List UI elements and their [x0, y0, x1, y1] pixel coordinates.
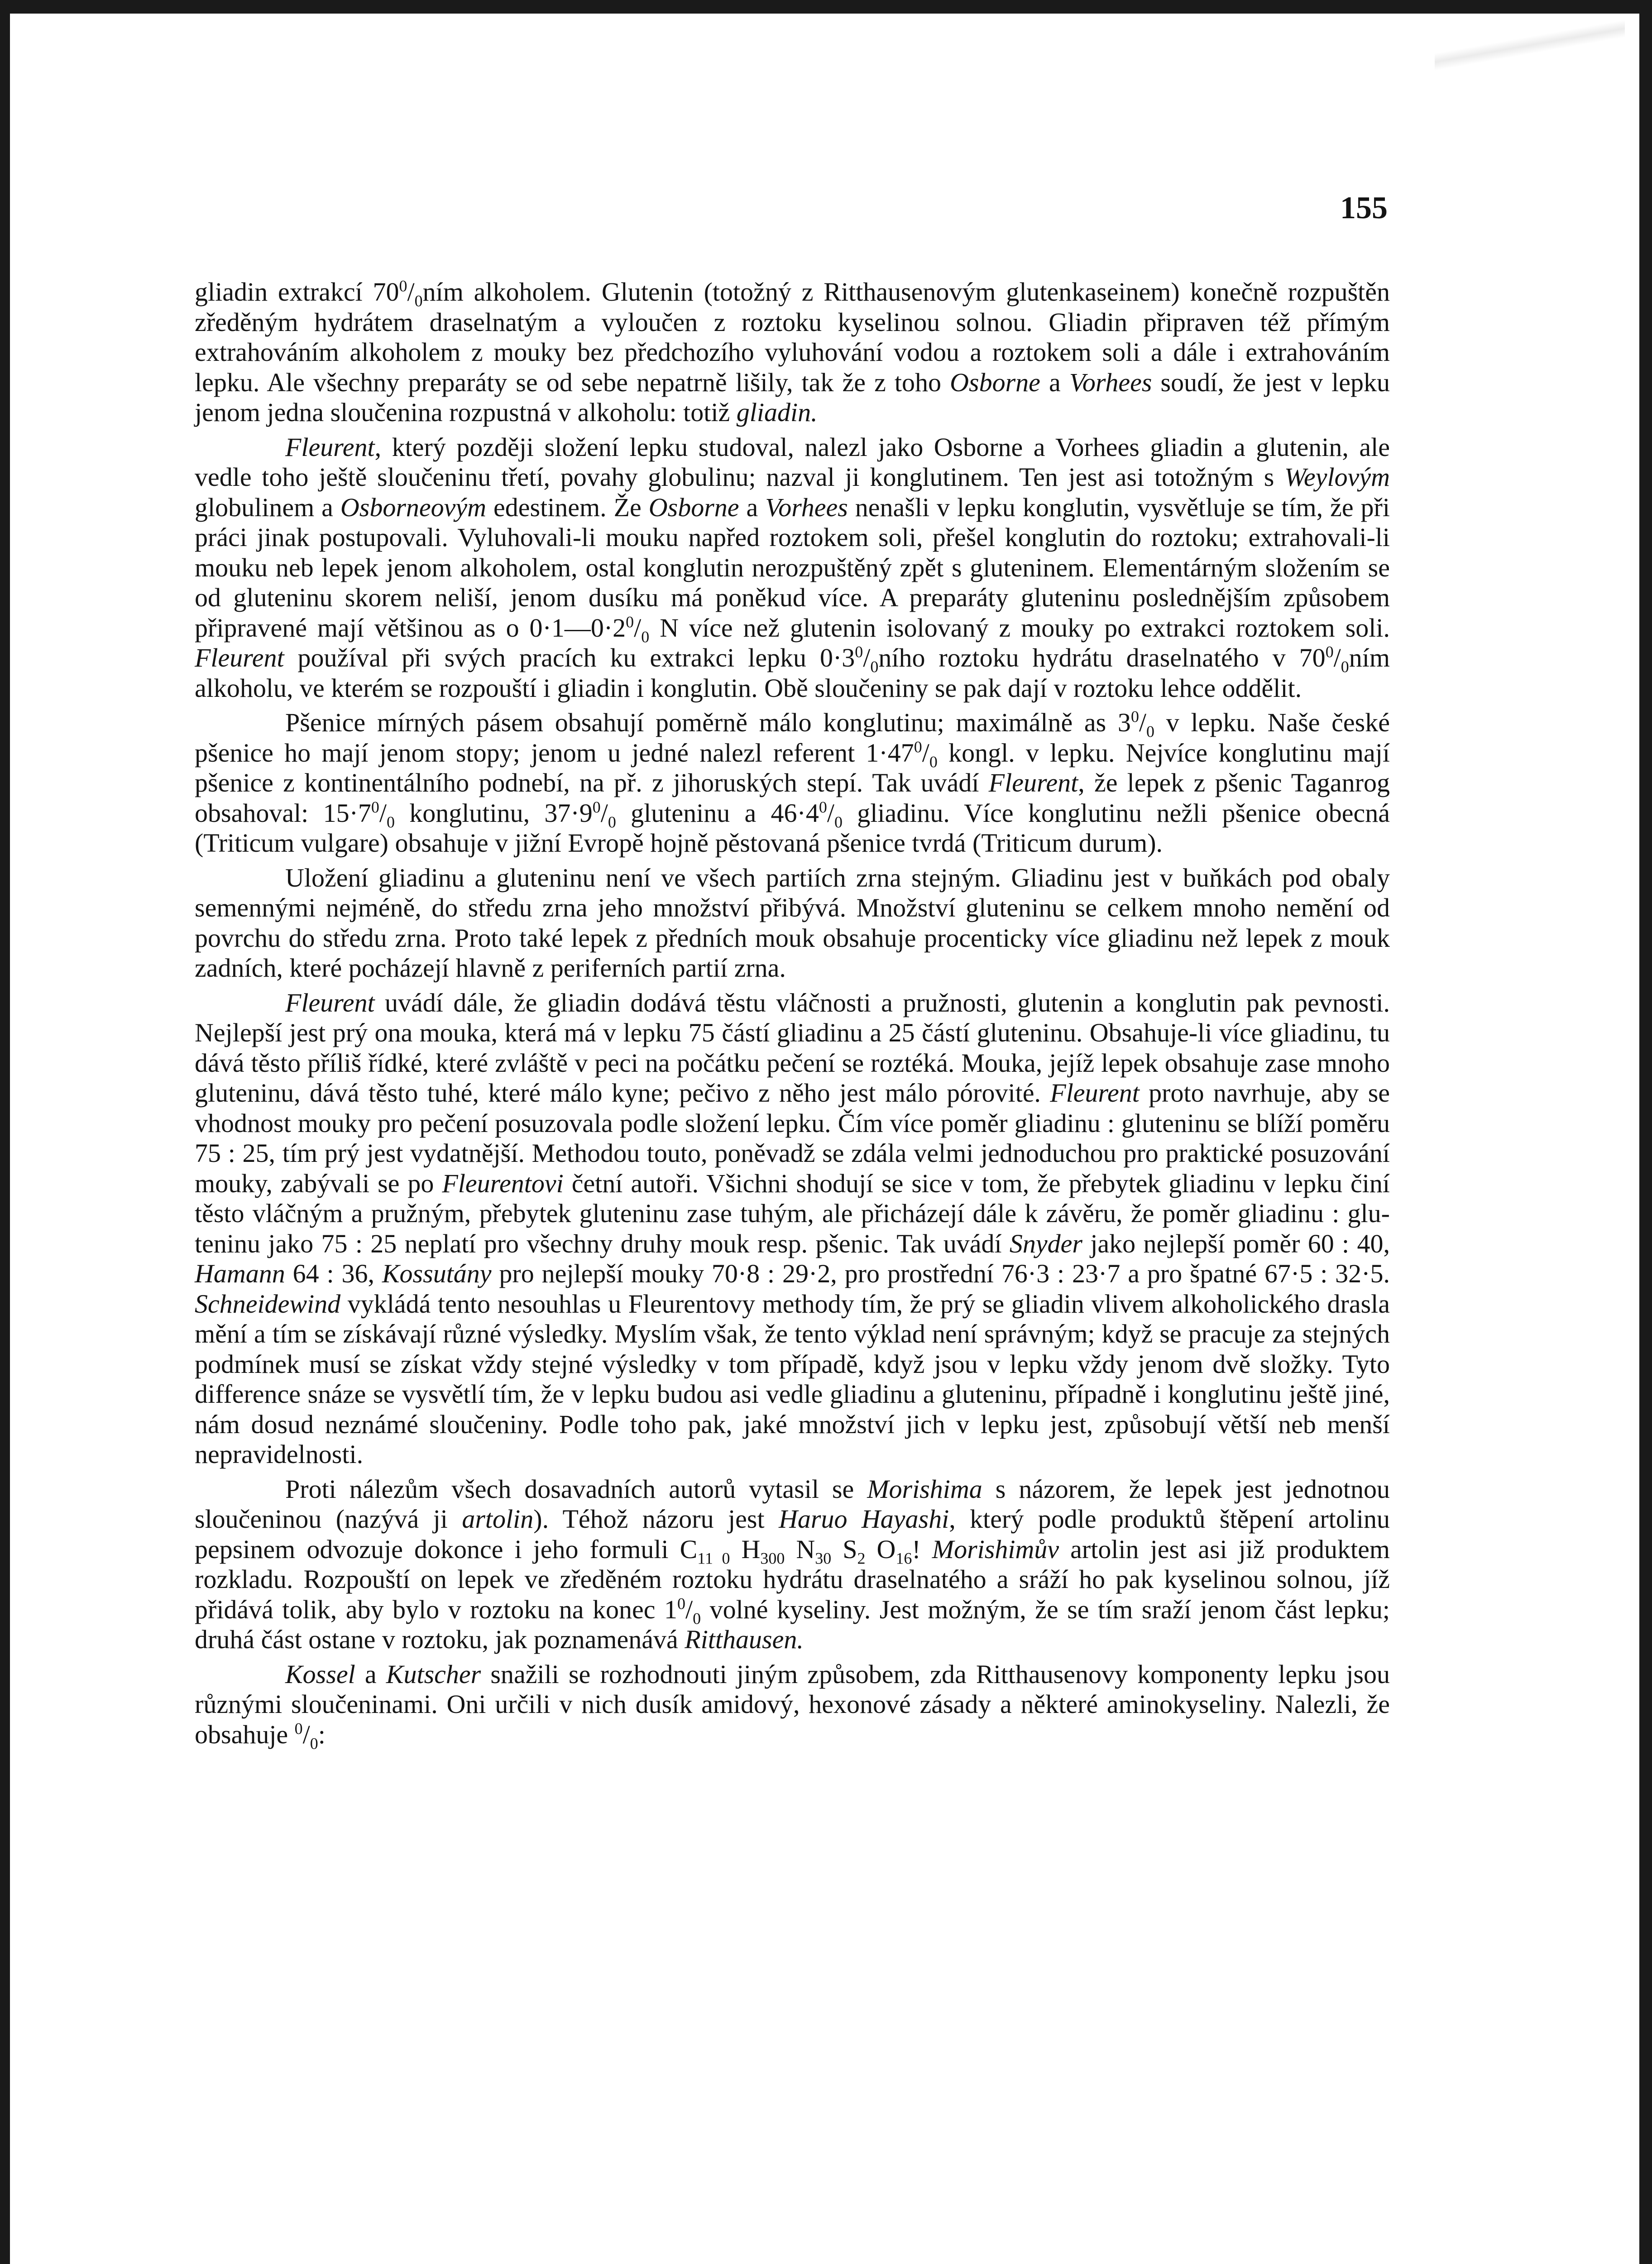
text-run: / — [922, 738, 929, 767]
italic-name: Fleurent — [285, 432, 375, 462]
superscript: 0 — [399, 277, 407, 295]
text-run: v lepku. Naše české pšenice ho mají jenom stopy; jenom u jedné nalezl referent 1·47 — [195, 708, 1390, 767]
paragraph-1 — [195, 277, 1390, 428]
text-run: Pšenice mírných pásem obsahují poměrně málo konglutinu; maximálně as 3 — [285, 708, 1131, 737]
text-run: Proti nálezům všech dosavadních autorů vytasil se — [285, 1474, 867, 1504]
text-run: soudí, že jest v lepku jenom jedna sloučenina rozpustná v alkoholu: totiž — [195, 367, 1390, 427]
subscript: 300 — [760, 1549, 785, 1568]
paragraph-3 — [195, 708, 1390, 859]
text-run: N — [785, 1534, 815, 1564]
text-run: / — [827, 798, 834, 828]
italic-name: Osborne — [648, 492, 739, 522]
text-run: , že lepek z pšenic Taganrog obsahoval: 15·7 — [195, 768, 1390, 828]
text-run: N více než glutenin isolovaný z mouky po extrakci roztokem soli. — [649, 613, 1390, 643]
italic-name: Kossel — [285, 1659, 355, 1689]
text-run: Uložení gliadinu a gluteninu není ve všech partiích zrna stejným. Gliadinu jest v buňkách pod obaly semennými nejméně, do středu zrna jeho množství přibývá. Množství gluteninu se celkem mnoho nemění od povrchu do středu zrna. Proto také lepek z předních mouk obsahuje procenticky více gliadinu než lepek z mouk zadních, které pocházejí hlavně z periferních partií zrna. — [195, 863, 1390, 983]
body-text — [195, 277, 1390, 1753]
text-run: s názorem, že lepek jest jednotnou sloučeninou (nazývá ji — [195, 1474, 1390, 1534]
italic-name: gliadin. — [736, 398, 818, 427]
subscript: 30 — [815, 1549, 832, 1568]
text-run: ním alkoholem. Glutenin (totožný z Ritthausenovým glutenkaseinem) konečně rozpuštěn zředěným hydrátem draselnatým a vyloučen z roztoku kyselinou solnou. Gliadin připraven též přímým extrahováním alkoholem z mouky bez předchozího vyluhování vodou a roztokem soli a dále i extrahováním lepku. Ale všechny preparáty se od sebe nepatrně lišily, tak že z toho — [195, 277, 1390, 397]
text-run: kongl. v lepku. Nejvíce konglutinu mají pšenice z kontinentálního podnebí, na př. z jihoruských stepí. Tak uvádí — [195, 738, 1390, 797]
italic-name: Schneidewind — [195, 1289, 341, 1319]
italic-name: Fleurentovi — [442, 1168, 564, 1198]
scan-border-right — [1639, 0, 1652, 2264]
text-run: a — [355, 1659, 386, 1689]
text-run: nenašli v lepku konglutin, vysvětluje se tím, že při práci jinak postupovali. Vyluhovali-li mouku napřed roztokem soli, přešel konglutin do roztoku; extrahovali-li mouku neb lepek jenom alkoholem, ostal konglutin nerozpuštěný zpět s gluteninem. Elementárným složením se od gluteninu skorem neliší, jenom dusíku má poněkud více. A preparáty gluteninu poslednějším způsobem připravené mají většinou as o 0·1—0·2 — [195, 492, 1390, 643]
italic-name: Kossutány — [382, 1259, 492, 1288]
superscript: 0 — [1325, 643, 1334, 661]
text-run: edestinem. Že — [486, 492, 649, 522]
text-run: gluteninu a 46·4 — [616, 798, 819, 828]
superscript: 0 — [914, 738, 922, 756]
paragraph-6 — [195, 1474, 1390, 1655]
text-run: H — [730, 1534, 761, 1564]
text-run: O — [865, 1534, 896, 1564]
subscript: 0 — [1146, 722, 1155, 741]
subscript: 0 — [870, 657, 879, 676]
text-run: gliadin extrakcí 70 — [195, 277, 399, 307]
italic-name: Weylovým — [1284, 462, 1390, 492]
text-run: a — [1040, 367, 1069, 397]
subscript: 0 — [834, 813, 843, 831]
text-run: / — [1139, 708, 1147, 737]
text-run: , který později složení lepku studoval, nalezl jako Osborne a Vorhees gliadin a glutenin, ale vedle toho ještě sloučeninu třetí, povahy globulinu; nazval ji konglutinem. Ten jest asi totožným s — [195, 432, 1390, 492]
text-run: : — [318, 1719, 326, 1749]
text-run: ). Téhož názoru jest — [533, 1504, 779, 1534]
text-run: / — [634, 613, 642, 643]
paragraph-7 — [195, 1659, 1390, 1753]
text-run: / — [600, 798, 608, 828]
text-run: globulinem a — [195, 492, 340, 522]
subscript: 0 — [387, 813, 395, 831]
subscript: 0 — [310, 1734, 318, 1753]
text-run: , který podle produktů štěpení artolinu pepsinem odvozuje dokonce i jeho formuli C — [195, 1504, 1390, 1564]
text-run: S — [831, 1534, 857, 1564]
text-run: ním alkoholu, ve kterém se rozpouští i gliadin i konglutin. Obě sloučeniny se pak dají v roztoku lehce oddělit. — [195, 643, 1390, 703]
subscript: 0 — [693, 1609, 701, 1628]
italic-name: Fleurent — [195, 643, 284, 672]
superscript: 0 — [1130, 707, 1139, 726]
italic-name: Kutscher — [386, 1659, 481, 1689]
text-run: používal při svých pracích ku extrakci lepku 0·3 — [284, 643, 855, 672]
paragraph-2 — [195, 432, 1390, 704]
italic-name: Fleurent — [1050, 1078, 1140, 1108]
subscript: 0 — [608, 813, 616, 831]
paragraph-5 — [195, 988, 1390, 1470]
text-run: a — [739, 492, 766, 522]
superscript: 0 — [855, 643, 863, 661]
text-run: / — [379, 798, 387, 828]
subscript: 0 — [1341, 657, 1349, 676]
text-run: konglutinu, 37·9 — [395, 798, 593, 828]
italic-name: Ritthausen. — [685, 1625, 804, 1654]
superscript: 0 — [677, 1594, 686, 1613]
text-run: četní autoři. Všichni shodují se sice v tom, že přebytek gliadinu v lepku činí těsto vláčným a pružným, přebytek gluteninu zase tuhým, ale přicházejí dále k závěru, že poměr gliadinu : gluteninu jako 75 : 25 neplatí pro všechny druhy mouk resp. pšenic. Tak uvádí — [195, 1168, 1390, 1258]
italic-name: Osborneovým — [340, 492, 487, 522]
scan-border-left — [0, 0, 10, 2264]
text-run: gliadinu. Více konglutinu nežli pšenice obecná (Triticum vulgare) obsahuje v jižní Evropě hojně pěstovaná pšenice tvrdá (Triticum durum). — [195, 798, 1390, 858]
italic-name: Hamann — [195, 1259, 285, 1288]
superscript: 0 — [592, 798, 601, 816]
subscript: 16 — [895, 1549, 912, 1568]
text-run: pro nejlepší mouky 70·8 : 29·2, pro prostřední 76·3 : 23·7 a pro špatné 67·5 : 32·5. — [491, 1259, 1390, 1288]
text-run: / — [685, 1594, 693, 1624]
subscript: 11 0 — [697, 1549, 730, 1568]
italic-name: artolin — [462, 1504, 534, 1534]
italic-name: Fleurent — [988, 768, 1078, 797]
text-run: proto navrhuje, aby se vhodnost mouky pro pečení posuzovala podle složení lepku. Čím více poměr gliadinu : gluteninu se blíží poměru 75 : 25, tím prý jest vydatnější. Methodou touto, poněvadž se zdála velmi jednoduchou pro praktické posuzování mouky, zabývali se po — [195, 1078, 1390, 1198]
text-run: 64 : 36, — [285, 1259, 382, 1288]
scan-artifact — [1435, 18, 1625, 72]
superscript: 0 — [294, 1719, 303, 1738]
subscript: 2 — [857, 1549, 866, 1568]
subscript: 0 — [929, 753, 938, 771]
subscript: 0 — [414, 292, 423, 310]
italic-name: Snyder — [1009, 1228, 1082, 1258]
text-run: jako nejlepší poměr 60 : 40, — [1082, 1228, 1390, 1258]
italic-name: Osborne — [950, 367, 1040, 397]
text-run: ! — [912, 1534, 932, 1564]
paragraph-4 — [195, 863, 1390, 983]
text-run: volné kyseliny. Jest možným, že se tím sraží jenom část lepku; druhá část ostane v roztoku, jak poznamenává — [195, 1594, 1390, 1654]
italic-name: Vorhees — [765, 492, 848, 522]
italic-name: Haruo Hayashi — [779, 1504, 949, 1534]
italic-name: Morishima — [867, 1474, 982, 1504]
text-run: vykládá tento nesouhlas u Fleurentovy methody tím, že prý se gliadin vlivem alkoholického drasla mění a tím se získávají různé výsledky. Myslím však, že tento výklad není správným; když se pracuje za stejných podmínek musí se získat vždy stejné výsledky v tom případě, když jsou v lepku vždy jenom dvě složky. Tyto difference snáze se vysvětlí tím, že v lepku budou asi vedle gliadinu a gluteninu, případně i konglutinu ještě jiné, nám dosud neznámé sloučeniny. Podle toho pak, jaké množství jich v lepku jest, způsobují větší neb menší nepravidelnosti. — [195, 1289, 1390, 1469]
text-run: / — [863, 643, 871, 672]
superscript: 0 — [371, 798, 379, 816]
page-number: 155 — [1340, 191, 1388, 225]
italic-name: Vorhees — [1069, 367, 1152, 397]
italic-name: Fleurent — [285, 988, 375, 1017]
text-run: / — [302, 1719, 310, 1749]
text-run: uvádí dále, že gliadin dodává těstu vláčnosti a pružnosti, glutenin a konglutin pak pevnosti. Nejlepší jest prý ona mouka, která má v lepku 75 částí gliadinu a 25 částí gluteninu. Obsahuje-li více gliadinu, tu dává těsto příliš řídké, které zvláště v peci na počátku pečení se roztéká. Mouka, jejíž lepek obsahuje zase mnoho gluteninu, dává těsto tuhé, které málo kyne; pečivo z něho jest málo pórovité. — [195, 988, 1390, 1108]
superscript: 0 — [626, 613, 634, 631]
text-run: / — [1333, 643, 1341, 672]
text-run: snažili se rozhodnouti jiným způsobem, zda Ritthausenovy komponenty lepku jsou různými sloučeninami. Oni určili v nich dusík amidový, hexonové zásady a některé aminokyseliny. Nalezli, že obsahuje — [195, 1659, 1390, 1749]
text-run: ního roztoku hydrátu draselnatého v 70 — [878, 643, 1326, 672]
text-run: artolin jest asi již produktem rozkladu. Rozpouští on lepek ve zředěném roztoku hydrátu draselnatého a sráží ho pak kyselinou solnou, jíž přidává tolik, aby bylo v roztoku na konec 1 — [195, 1534, 1390, 1624]
italic-name: Morishimův — [932, 1534, 1059, 1564]
text-run: / — [407, 277, 415, 307]
subscript: 0 — [641, 628, 650, 646]
superscript: 0 — [819, 798, 827, 816]
scan-border-top — [0, 0, 1652, 14]
